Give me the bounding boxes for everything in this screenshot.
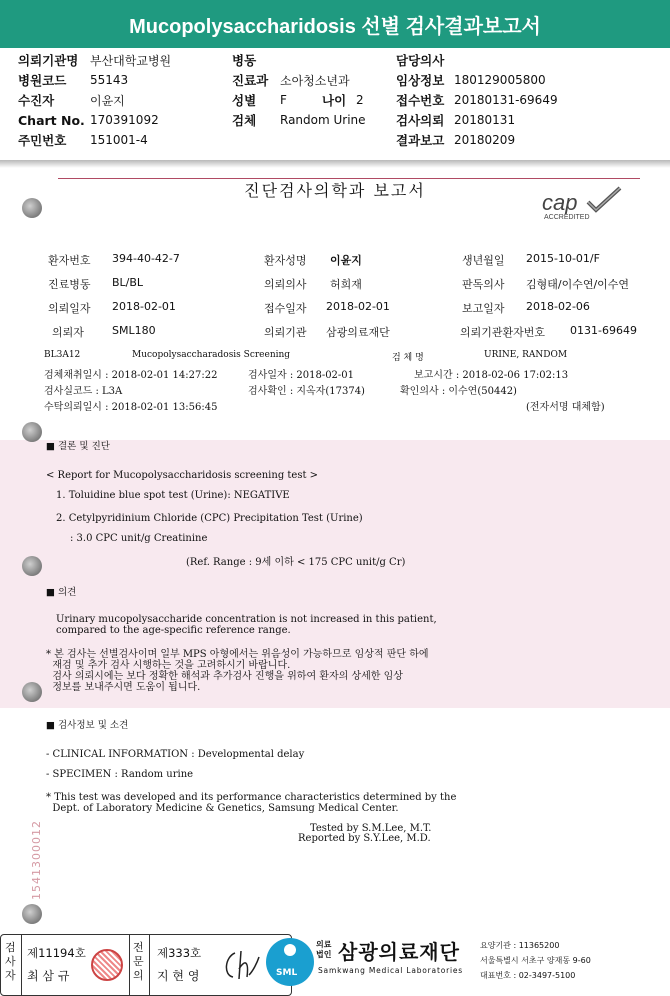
opinion-line: 정보를 보내주시면 도움이 됩니다. bbox=[46, 682, 201, 693]
pt-value: 394-40-42-7 bbox=[112, 252, 180, 265]
lab-code: 검사실코드 : L3A bbox=[44, 386, 123, 397]
result-line: < Report for Mucopolysaccharidosis screening test > bbox=[46, 470, 319, 481]
info-label: 임상정보 bbox=[396, 73, 445, 88]
org-name: 삼광의료재단 bbox=[338, 940, 460, 964]
opinion-line: Urinary mucopolysaccharide concentration is not increased in this patient, bbox=[56, 614, 437, 625]
result-line: 2. Cetylpyridinium Chloride (CPC) Precipitation Test (Urine) bbox=[56, 513, 363, 524]
info-value: 55143 bbox=[90, 73, 129, 87]
result-heading: ■ 결론 및 진단 bbox=[46, 441, 110, 452]
org-code: 요양기관 : 11365200 bbox=[480, 941, 560, 950]
stamp1-number: 제11194호 bbox=[27, 946, 86, 960]
divider bbox=[129, 935, 130, 995]
punch-hole bbox=[22, 682, 42, 702]
result-line: : 3.0 CPC unit/g Creatinine bbox=[70, 533, 208, 544]
stamp2-label: 전문의 bbox=[133, 941, 144, 982]
org-phone: 대표번호 : 02-3497-5100 bbox=[480, 971, 576, 980]
result-line: 1. Toluidine blue spot test (Urine): NEGATIVE bbox=[56, 490, 290, 501]
org-prefix-1: 의료 bbox=[316, 940, 332, 949]
punch-hole bbox=[22, 198, 42, 218]
pt-label: 접수일자 bbox=[264, 302, 307, 315]
org-contact bbox=[480, 938, 591, 983]
info-value: 소아청소년과 bbox=[280, 73, 350, 88]
stamp1-name: 최 삼 규 bbox=[27, 969, 70, 983]
pt-value: 2018-02-01 bbox=[112, 300, 176, 313]
info-label: Chart No. bbox=[18, 112, 85, 128]
info-label: 병원코드 bbox=[18, 73, 67, 88]
cap-accredited-text: ACCREDITED bbox=[544, 214, 590, 221]
side-serial-number: 1541300012 bbox=[30, 820, 43, 900]
result-line: (Ref. Range : 9세 이하 < 175 CPC unit/g Cr) bbox=[186, 557, 406, 568]
pt-label: 환자성명 bbox=[264, 254, 307, 267]
reported-by: Reported by S.Y.Lee, M.D. bbox=[298, 833, 431, 844]
report-header-title: Mucopolysaccharidosis 선별 검사결과보고서 bbox=[0, 0, 670, 48]
info-value: 170391092 bbox=[90, 113, 159, 127]
info-value: 20180209 bbox=[454, 133, 516, 147]
info-label: 수진자 bbox=[18, 93, 55, 108]
info-line: - CLINICAL INFORMATION : Developmental delay bbox=[46, 749, 305, 760]
opinion-heading: ■ 의견 bbox=[46, 587, 77, 598]
pt-value: BL/BL bbox=[112, 276, 144, 289]
signature-icon bbox=[219, 945, 263, 985]
info-label: 접수번호 bbox=[396, 93, 445, 108]
info-value: 20180131-69649 bbox=[454, 93, 558, 107]
opinion-line: * 본 검사는 선별검사이며 일부 MPS 아형에서는 위음성이 가능하므로 임상적 판단 하에 bbox=[46, 649, 429, 660]
test-date: 검사일자 : 2018-02-01 bbox=[248, 370, 355, 381]
opinion-line: 재검 및 추가 검사 시행하는 것을 고려하시기 바랍니다. bbox=[46, 660, 291, 671]
info-label: 의뢰기관명 bbox=[18, 53, 79, 68]
pt-label: 환자번호 bbox=[48, 254, 91, 267]
stamp1-label: 검사자 bbox=[5, 941, 16, 982]
pt-value: 2015-10-01/F bbox=[526, 252, 600, 265]
stamp2-name: 지 현 영 bbox=[157, 969, 200, 983]
info-line: - SPECIMEN : Random urine bbox=[46, 769, 194, 780]
info-column-1 bbox=[18, 50, 171, 150]
divider bbox=[149, 935, 150, 995]
pt-label: 의뢰기관 bbox=[264, 326, 307, 339]
info-value: 이윤지 bbox=[90, 93, 125, 108]
pt-label: 의뢰일자 bbox=[48, 302, 91, 315]
org-prefix-2: 법인 bbox=[316, 950, 332, 959]
e-signature-note: (전자서명 대체함) bbox=[526, 402, 605, 413]
info-label: 검사의뢰 bbox=[396, 113, 445, 128]
info-value: Random Urine bbox=[280, 113, 366, 127]
info-value: 20180131 bbox=[454, 113, 516, 127]
age-label: 나이 bbox=[322, 93, 347, 108]
signature-box bbox=[0, 934, 292, 996]
info-label: 병동 bbox=[232, 53, 257, 68]
info-value: 180129005800 bbox=[454, 73, 546, 87]
pt-label: 의뢰기관환자번호 bbox=[460, 326, 546, 339]
info-label: 검체 bbox=[232, 113, 257, 128]
info-label: 주민번호 bbox=[18, 133, 67, 148]
info-column-3 bbox=[396, 50, 558, 150]
pt-value: 삼광의료재단 bbox=[326, 326, 390, 339]
punch-hole bbox=[22, 904, 42, 924]
opinion-line: 검사 의뢰시에는 보다 정확한 해석과 추가검사 진행을 위하여 환자의 상세한 임상 bbox=[46, 671, 403, 682]
test-code: BL3A12 bbox=[44, 350, 81, 360]
pt-value: 이윤지 bbox=[330, 254, 362, 267]
lab-report-sheet bbox=[0, 168, 670, 930]
info-column-2 bbox=[232, 50, 366, 130]
stamp2-number: 제333호 bbox=[157, 946, 202, 960]
test-confirm: 검사확인 : 지옥자(17374) bbox=[248, 386, 365, 397]
age-value: 2 bbox=[356, 93, 364, 107]
sml-logo-icon bbox=[266, 938, 314, 986]
receipt-time: 수탁의뢰일시 : 2018-02-01 13:56:45 bbox=[44, 402, 218, 413]
opinion-line: compared to the age-specific reference range. bbox=[56, 625, 291, 636]
specimen-label: 검 체 명 bbox=[392, 353, 424, 363]
org-prefix bbox=[316, 940, 331, 960]
info-line: Dept. of Laboratory Medicine & Genetics, Samsung Medical Center. bbox=[46, 803, 399, 814]
info-label: 담당의사 bbox=[396, 53, 445, 68]
pt-label: 생년월일 bbox=[462, 254, 505, 267]
pt-label: 의뢰의사 bbox=[264, 278, 307, 291]
report-time: 보고시간 : 2018-02-06 17:02:13 bbox=[414, 370, 569, 381]
red-seal-icon bbox=[91, 949, 123, 981]
pt-value: 2018-02-01 bbox=[326, 300, 390, 313]
info-value: 151001-4 bbox=[90, 133, 148, 147]
collect-time: 검체채취일시 : 2018-02-01 14:27:22 bbox=[44, 370, 218, 381]
cap-accredited-logo bbox=[540, 184, 630, 224]
org-address: 서울특별시 서초구 양재동 9-60 bbox=[480, 956, 591, 965]
pt-label: 판독의사 bbox=[462, 278, 505, 291]
footer bbox=[0, 934, 670, 996]
info-label: 성별 bbox=[232, 93, 257, 108]
pt-label: 진료병동 bbox=[48, 278, 91, 291]
cap-text: cap bbox=[542, 190, 578, 215]
pt-value: 김형태/이수연/이수연 bbox=[526, 278, 630, 291]
section-divider bbox=[0, 160, 670, 168]
info-value: 부산대학교병원 bbox=[90, 53, 172, 68]
pt-label: 의뢰자 bbox=[52, 326, 84, 339]
info-value: F bbox=[280, 93, 287, 107]
pt-value: SML180 bbox=[112, 324, 156, 337]
patient-info-header bbox=[0, 50, 670, 162]
confirm-doctor: 확인의사 : 이수연(50442) bbox=[400, 386, 517, 397]
test-name: Mucopolysaccharadosis Screening bbox=[132, 350, 291, 360]
report-title: 진단검사의학과 보고서 bbox=[244, 181, 426, 200]
info-line: * This test was developed and its performance characteristics determined by the bbox=[46, 792, 457, 803]
punch-hole bbox=[22, 422, 42, 442]
sml-text: SML bbox=[276, 968, 298, 978]
logo-dot bbox=[284, 944, 296, 956]
divider bbox=[21, 935, 22, 995]
info-label: 진료과 bbox=[232, 73, 269, 88]
pt-value: 2018-02-06 bbox=[526, 300, 590, 313]
pt-label: 보고일자 bbox=[462, 302, 505, 315]
tested-by: Tested by S.M.Lee, M.T. bbox=[310, 823, 432, 834]
punch-hole bbox=[22, 556, 42, 576]
specimen-value: URINE, RANDOM bbox=[484, 350, 568, 360]
pt-value: 허희재 bbox=[330, 278, 362, 291]
info-heading: ■ 검사정보 및 소견 bbox=[46, 720, 129, 731]
org-english-name: Samkwang Medical Laboratories bbox=[318, 966, 463, 975]
pt-value: 0131-69649 bbox=[570, 324, 637, 337]
info-label: 결과보고 bbox=[396, 133, 445, 148]
